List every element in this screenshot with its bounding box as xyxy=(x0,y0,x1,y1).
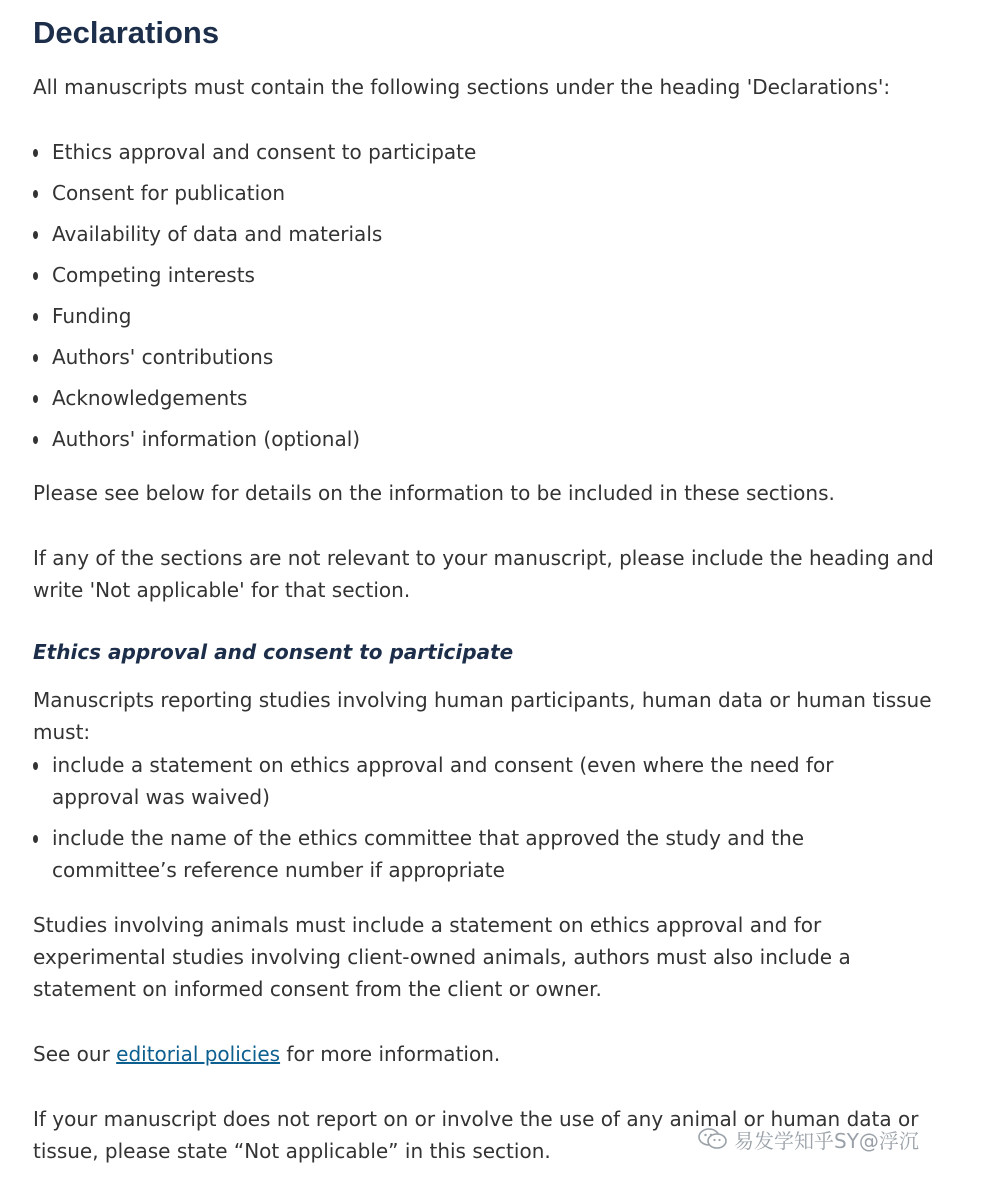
watermark xyxy=(698,1122,919,1156)
bullet-icon xyxy=(33,436,38,444)
list-item: Consent for publication xyxy=(33,177,948,209)
list-item: Ethics approval and consent to participate xyxy=(33,136,948,168)
list-item: Authors' information (optional) xyxy=(33,423,948,455)
bullet-icon xyxy=(33,762,38,770)
bullet-icon xyxy=(33,313,38,321)
ethics-requirements-list xyxy=(33,749,923,886)
list-item: Competing interests xyxy=(33,259,948,291)
bullet-icon xyxy=(33,190,38,198)
bullet-icon xyxy=(33,835,38,843)
intro-paragraph: All manuscripts must contain the following sections under the heading 'Declarations': xyxy=(33,75,891,99)
editorial-policies-paragraph: See our editorial policies for more information. xyxy=(33,1042,501,1066)
bullet-icon xyxy=(33,272,38,280)
list-item: include the name of the ethics committee that approved the study and the committee’s reference number if appropriate xyxy=(33,822,923,886)
list-item: Acknowledgements xyxy=(33,382,948,414)
watermark-text: 易发学知乎SY@浮沉 xyxy=(734,1128,919,1153)
list-item: Availability of data and materials xyxy=(33,218,948,250)
not-applicable-paragraph: If your manuscript does not report on or involve the use of any animal or human data or tissue, please state “Not applicable” in this section. xyxy=(33,1107,919,1163)
ethics-subheading: Ethics approval and consent to participate xyxy=(33,640,514,664)
not-relevant-paragraph: If any of the sections are not relevant to your manuscript, please include the heading and write 'Not applicable' for that section. xyxy=(33,546,934,602)
bullet-icon xyxy=(33,231,38,239)
bullet-icon xyxy=(33,149,38,157)
page-title: Declarations xyxy=(33,15,220,50)
list-item: Funding xyxy=(33,300,948,332)
list-item: include a statement on ethics approval and consent (even where the need for approval was waived) xyxy=(33,749,923,813)
ethics-intro-paragraph: Manuscripts reporting studies involving human participants, human data or human tissue must: xyxy=(33,688,932,744)
sections-list xyxy=(33,136,948,455)
wechat-icon xyxy=(698,1127,728,1151)
bullet-icon xyxy=(33,395,38,403)
bullet-icon xyxy=(33,354,38,362)
list-item: Authors' contributions xyxy=(33,341,948,373)
see-below-paragraph: Please see below for details on the information to be included in these sections. xyxy=(33,481,835,505)
animals-paragraph: Studies involving animals must include a statement on ethics approval and for experimental studies involving client-owned animals, authors must also include a statement on informed consent from the client or owner. xyxy=(33,913,851,1001)
editorial-policies-link[interactable]: editorial policies xyxy=(116,1042,281,1066)
